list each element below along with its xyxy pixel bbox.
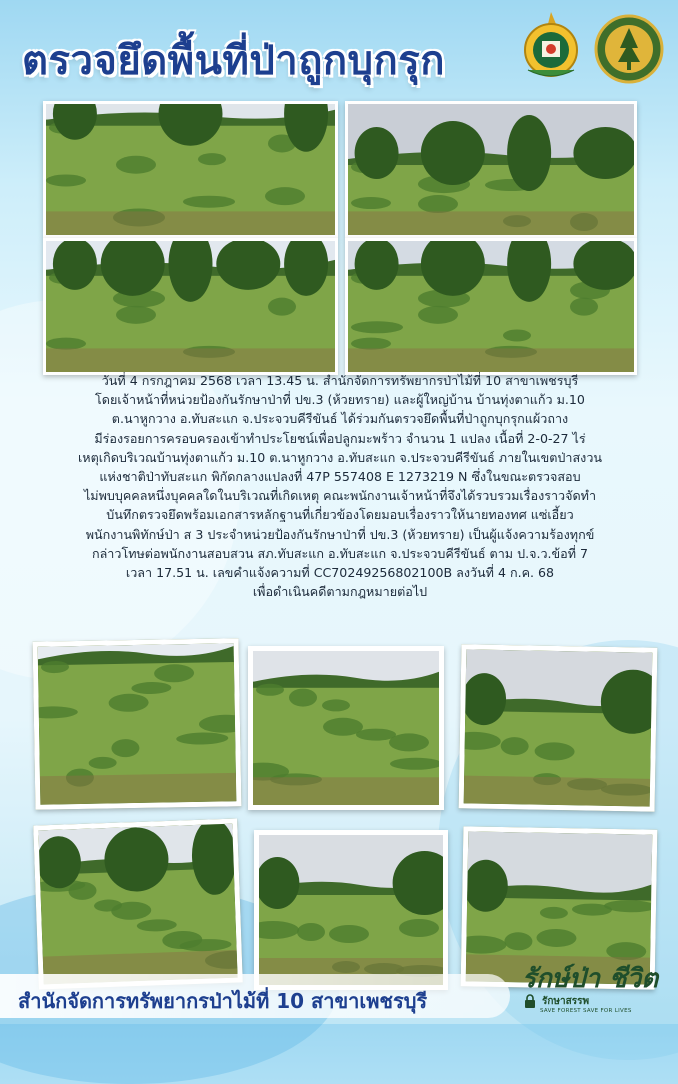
slogan-sub: รักษาสรรพ bbox=[542, 996, 590, 1007]
report-line: มีร่องรอยการครอบครองเข้าทำประโยชน์เพื่อปลูกมะพร้าว จำนวน 1 แปลง เนื้อที่ 2-0-27 ไร่ bbox=[94, 430, 586, 446]
footer-office-name: สำนักจัดการทรัพยากรป่าไม้ที่ 10 สาขาเพชรบุรี bbox=[18, 989, 428, 1013]
lock-icon bbox=[524, 994, 536, 1008]
photo-cleared-land-5 bbox=[254, 830, 448, 990]
dnp-emblem-icon bbox=[518, 10, 584, 80]
report-line: แห่งชาติป่าทับสะแก พิกัดกลางแปลงที่ 47P 557408 E 1273219 N ซึ่งในขณะตรวจสอบ bbox=[99, 469, 581, 485]
photo-cleared-land-4 bbox=[33, 818, 243, 989]
report-line: กล่าวโทษต่อพนักงานสอบสวน สภ.ทับสะแก อ.ทับสะแก จ.ประจวบคีรีขันธ์ ตาม ป.จ.ว.ข้อที่ 7 bbox=[91, 545, 589, 561]
royal-forest-department-emblem-icon bbox=[594, 14, 664, 84]
photo-cleared-land-1 bbox=[33, 638, 242, 810]
photo-officers-in-clearing bbox=[345, 101, 637, 238]
slogan-logo bbox=[522, 958, 672, 1020]
report-line: เวลา 17.51 น. เลขคำแจ้งความที่ CC70249256802100B ลงวันที่ 4 ก.ค. 68 bbox=[125, 565, 555, 581]
photo-cleared-land-3 bbox=[459, 644, 658, 811]
page-title: ตรวจยึดพื้นที่ป่าถูกบุกรุก bbox=[22, 38, 445, 84]
report-line: เหตุเกิดบริเวณบ้านทุ่งตาแก้ว ม.10 ต.นาหูกวาง อ.ทับสะแก จ.ประจวบคีรีขันธ์ ภายในเขตป่าสงวน bbox=[77, 449, 602, 465]
report-line: ไม่พบบุคคลหนึ่งบุคคลใดในบริเวณที่เกิดเหตุ คณะพนักงานเจ้าหน้าที่จึงได้รวบรวมเรื่องราวจัดทำ bbox=[83, 488, 597, 504]
report-line: ต.นาหูกวาง อ.ทับสะแก จ.ประจวบคีรีขันธ์ ได้ร่วมกันตรวจยึดพื้นที่ป่าถูกบุกรุกแผ้วถาง bbox=[111, 411, 569, 427]
photo-officers-with-palm bbox=[43, 101, 338, 238]
report-line: เพื่อดำเนินคดีตามกฎหมายต่อไป bbox=[252, 584, 428, 600]
report-text bbox=[40, 371, 640, 601]
photo-cleared-land-2 bbox=[248, 646, 444, 810]
report-line: วันที่ 4 กรกฎาคม 2568 เวลา 13.45 น. สำนักจัดการทรัพยากรป่าไม้ที่ 10 สาขาเพชรบุรี bbox=[101, 373, 579, 388]
slogan-main: รักษ์ป่า ชีวิต bbox=[522, 964, 659, 994]
report-line: โดยเจ้าหน้าที่หน่วยป้องกันรักษาป่าที่ ปข.3 (ห้วยทราย) และผู้ใหญ่บ้าน บ้านทุ่งตาแก้ว ม.10 bbox=[95, 392, 585, 408]
photo-officers-near-trees bbox=[43, 238, 338, 375]
slogan-tagline: SAVE FOREST SAVE FOR LIVES bbox=[540, 1008, 632, 1014]
report-line: พนักงานพิทักษ์ป่า ส 3 ประจำหน่วยป้องกันรักษาป่าที่ ปข.3 (ห้วยทราย) เป็นผู้แจ้งความร้องทุกข์ bbox=[85, 526, 595, 542]
report-line: บันทึกตรวจยึดพร้อมเอกสารหลักฐานที่เกี่ยวข้องโดยมอบเรื่องราวให้นายทองทศ แซ่เอี้ยว bbox=[106, 507, 574, 523]
photo-officers-walking bbox=[345, 238, 637, 375]
